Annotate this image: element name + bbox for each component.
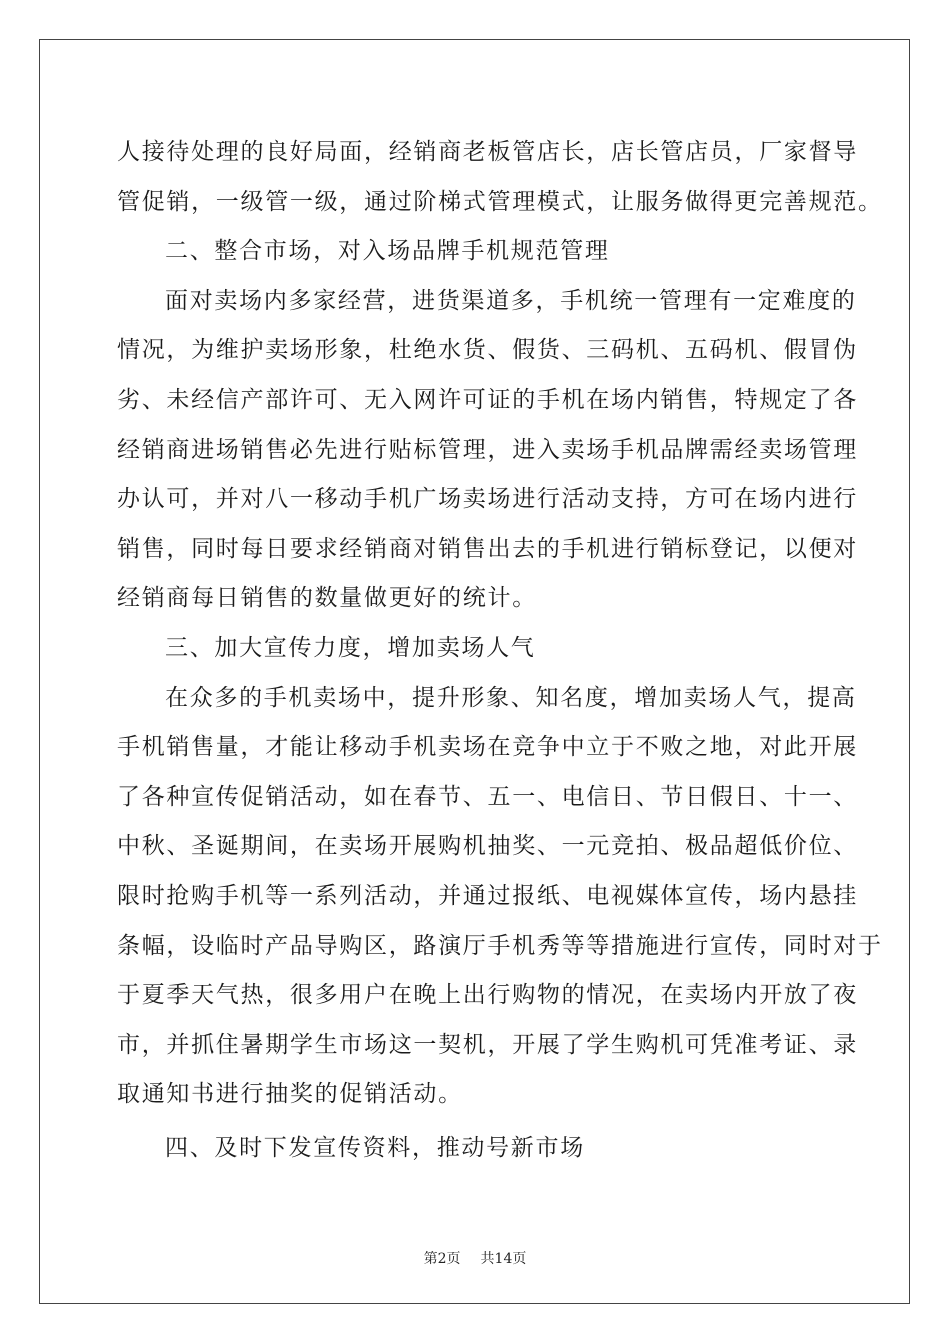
text-line: 手机销售量，才能让移动手机卖场在竞争中立于不败之地，对此开展 xyxy=(117,734,858,761)
text-line: 条幅，设临时产品导购区，路演厅手机秀等等措施进行宣传，同时对于 xyxy=(117,932,883,959)
page-total: 共14页 xyxy=(480,1251,527,1267)
document-body xyxy=(117,128,883,1173)
text-line: 取通知书进行抽奖的促销活动。 xyxy=(117,1081,463,1108)
text-line: 中秋、圣诞期间，在卖场开展购机抽奖、一元竞拍、极品超低价位、 xyxy=(117,833,858,860)
text-line: 经销商进场销售必先进行贴标管理，进入卖场手机品牌需经卖场管理 xyxy=(117,436,858,463)
text-line: 了各种宣传促销活动，如在春节、五一、电信日、节日假日、十一、 xyxy=(117,783,858,810)
text-line: 面对卖场内多家经营，进货渠道多，手机统一管理有一定难度的 xyxy=(165,287,857,314)
text-line: 市，并抓住暑期学生市场这一契机，开展了学生购机可凭准考证、录 xyxy=(117,1031,858,1058)
text-line: 办认可，并对八一移动手机广场卖场进行活动支持，方可在场内进行 xyxy=(117,486,858,513)
text-line: 人接待处理的良好局面，经销商老板管店长，店长管店员，厂家督导 xyxy=(117,139,858,165)
text-line: 限时抢购手机等一系列活动，并通过报纸、电视媒体宣传，场内悬挂 xyxy=(117,882,858,909)
page-number: 第2页 xyxy=(423,1251,461,1267)
section-heading: 四、及时下发宣传资料，推动号新市场 xyxy=(165,1134,585,1161)
text-line: 销售，同时每日要求经销商对销售出去的手机进行销标登记，以便对 xyxy=(117,535,858,562)
text-line: 在众多的手机卖场中，提升形象、知名度，增加卖场人气，提高 xyxy=(165,684,857,711)
page-footer xyxy=(0,1248,950,1268)
text-line: 情况，为维护卖场形象，杜绝水货、假货、三码机、五码机、假冒伪 xyxy=(117,337,858,364)
text-line: 于夏季天气热，很多用户在晚上出行购物的情况，在卖场内开放了夜 xyxy=(117,982,858,1009)
text-line: 经销商每日销售的数量做更好的统计。 xyxy=(117,585,537,612)
text-line: 管促销，一级管一级，通过阶梯式管理模式，让服务做得更完善规范。 xyxy=(117,188,883,215)
text-line: 劣、未经信产部许可、无入网许可证的手机在场内销售，特规定了各 xyxy=(117,386,858,413)
section-heading: 二、整合市场，对入场品牌手机规范管理 xyxy=(165,238,610,265)
section-heading: 三、加大宣传力度，增加卖场人气 xyxy=(165,634,536,661)
